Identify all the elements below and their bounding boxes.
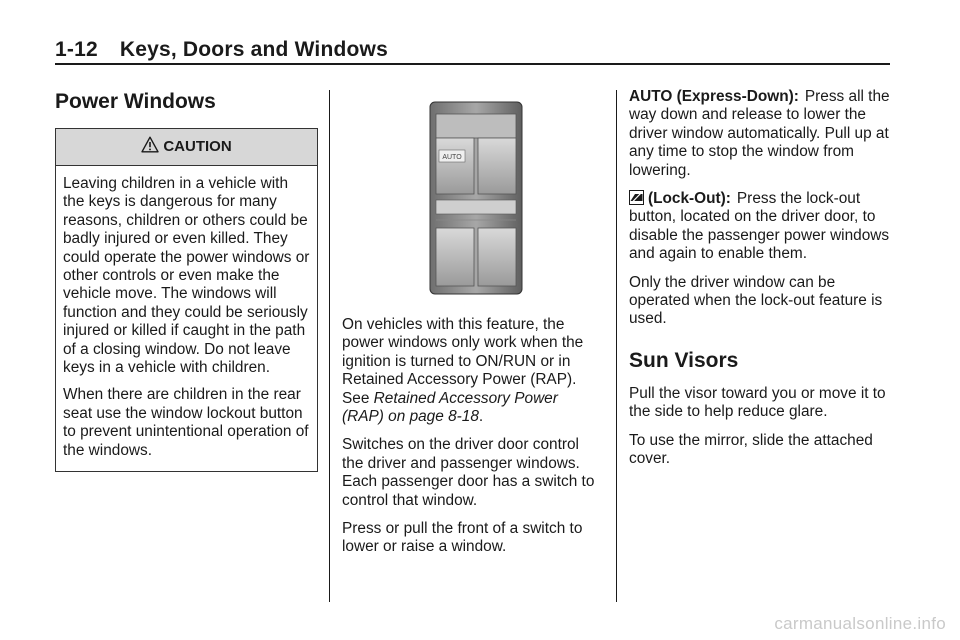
- column-2: [342, 88, 604, 567]
- paragraph-rap: [342, 316, 604, 426]
- cross-reference: Retained Accessory Power (RAP) on page 8-18: [342, 389, 558, 426]
- caution-paragraph: Leaving children in a vehicle with the keys is dangerous for many reasons, children or others could be badly injured or even killed. They could operate the power windows or other controls or even make the vehicle move. The windows will function and they could be seriously injured or killed if caught in the path of a closing window. Do not leave keys in a vehicle with children.: [63, 175, 310, 377]
- paragraph-press: Press or pull the front of a switch to lower or raise a window.: [342, 520, 583, 556]
- paragraph-visor-2: To use the mirror, slide the attached cover.: [629, 431, 873, 468]
- window-switch-illustration: [428, 100, 524, 296]
- text-run: .: [478, 408, 484, 426]
- auto-text: Press all the way down and release to lower the driver window automatically. Pull up at any time to stop the window from lowering.: [629, 88, 890, 179]
- caution-header: [56, 129, 317, 166]
- header-rule: [55, 63, 890, 65]
- caution-paragraph: When there are children in the rear seat use the window lockout button to prevent unintentional operation of the windows.: [63, 386, 309, 459]
- chapter-title: Keys, Doors and Windows: [119, 38, 388, 61]
- auto-term: AUTO (Express-Down):: [629, 88, 799, 105]
- paragraph-auto: [629, 88, 891, 180]
- auto-switch-label: AUTO: [442, 154, 462, 161]
- caution-label: CAUTION: [163, 137, 232, 155]
- page-header: [55, 38, 388, 62]
- text-run: On vehicles with this feature, the power windows only work when the ignition is turned to ON/RUN or in Retained Accessory Power (RAP). See: [342, 316, 584, 407]
- window-lockout-icon: [629, 190, 644, 205]
- watermark-text: carmanualsonline.info: [774, 614, 946, 633]
- rear-left-window-switch: [436, 228, 474, 286]
- section-title-sun-visors: Sun Visors: [629, 348, 739, 372]
- section-title-power-windows: Power Windows: [55, 90, 216, 113]
- paragraph-lockout-note: Only the driver window can be operated when the lock-out feature is used.: [629, 273, 883, 328]
- lockout-text: Press the lock-out button, located on the driver door, to disable the passenger power windows and again to enable them.: [629, 190, 890, 263]
- rear-right-window-switch: [478, 228, 516, 286]
- column-3: [629, 88, 891, 479]
- caution-box: [55, 128, 318, 472]
- column-divider: [329, 90, 330, 602]
- paragraph-lockout: [629, 190, 891, 264]
- lockout-term: (Lock-Out):: [648, 190, 731, 208]
- paragraph-switches: Switches on the driver door control the driver and passenger windows. Each passenger door has a switch to control that window.: [342, 436, 595, 509]
- caution-body: [56, 166, 317, 471]
- passenger-window-switch: [478, 138, 516, 194]
- driver-window-switch: [436, 138, 474, 194]
- page-number: 1-12: [55, 38, 98, 61]
- paragraph-visor-1: Pull the visor toward you or move it to the side to help reduce glare.: [629, 384, 886, 421]
- column-divider: [616, 90, 617, 602]
- warning-icon: [141, 136, 159, 153]
- column-1: [55, 88, 317, 472]
